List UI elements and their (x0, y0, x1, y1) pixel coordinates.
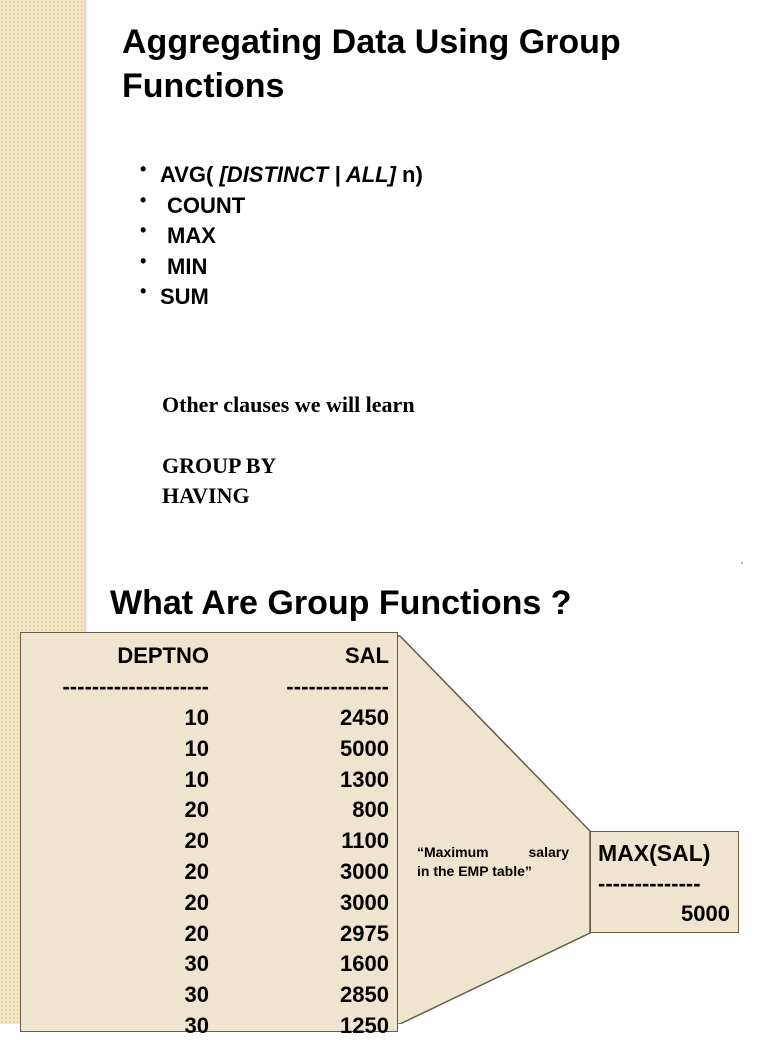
sal-cell: 5000 (340, 735, 389, 761)
bullet-count-label: COUNT (167, 192, 246, 218)
bullet-max-label: MAX (167, 223, 216, 248)
deptno-cell: 20 (184, 828, 209, 854)
clause-group-by: GROUP BY (162, 453, 277, 478)
clause-having: HAVING (162, 483, 250, 508)
separator-sal: -------------- (286, 674, 389, 699)
sal-cell: 800 (352, 797, 389, 823)
header-sal: SAL (345, 643, 389, 668)
max-salary-annotation (417, 843, 569, 881)
avg-prefix: AVG( (160, 162, 220, 187)
sal-cell: 2450 (340, 705, 389, 730)
deptno-cell: 10 (184, 705, 209, 730)
sal-cell: 3000 (340, 859, 389, 884)
annotation-line-1: “Maximum salary (417, 844, 569, 860)
sal-cell: 1250 (340, 1013, 389, 1038)
avg-distinct-all: [DISTINCT | ALL] (219, 162, 396, 187)
deptno-cell: 10 (184, 766, 209, 792)
header-deptno: DEPTNO (117, 643, 209, 668)
slide1-title: Aggregating Data Using Group Functions (122, 23, 621, 105)
other-clauses-heading: Other clauses we will learn (162, 392, 415, 417)
result-separator: -------------- (598, 871, 701, 896)
sal-cell: 1300 (340, 766, 389, 792)
deptno-cell: 20 (184, 889, 209, 915)
sal-cell: 1100 (341, 828, 389, 854)
sal-cell: 1600 (340, 951, 389, 977)
deptno-cell: 10 (184, 735, 209, 761)
max-sal-result (590, 831, 739, 933)
avg-suffix: n) (395, 162, 423, 187)
result-header: MAX(SAL) (598, 840, 711, 866)
sal-cell: 3000 (340, 889, 389, 915)
sal-cell: 2850 (340, 982, 389, 1008)
deptno-cell: 30 (184, 982, 209, 1008)
deptno-cell: 30 (184, 951, 209, 977)
deptno-cell: 20 (184, 797, 209, 823)
bullet-min-label: MIN (167, 253, 208, 279)
deptno-cell: 20 (184, 859, 209, 884)
deptno-cell: 20 (184, 920, 209, 946)
separator-deptno: -------------------- (62, 674, 209, 699)
slide2-title: What Are Group Functions ? (110, 584, 572, 622)
result-value: 5000 (681, 901, 730, 926)
sal-cell: 2975 (340, 920, 389, 946)
bullet-sum-label: SUM (160, 284, 209, 309)
emp-table (20, 632, 398, 1038)
funnel-shape (397, 636, 590, 1024)
annotation-line-2: in the EMP table” (417, 863, 532, 879)
deptno-cell: 30 (184, 1013, 209, 1038)
